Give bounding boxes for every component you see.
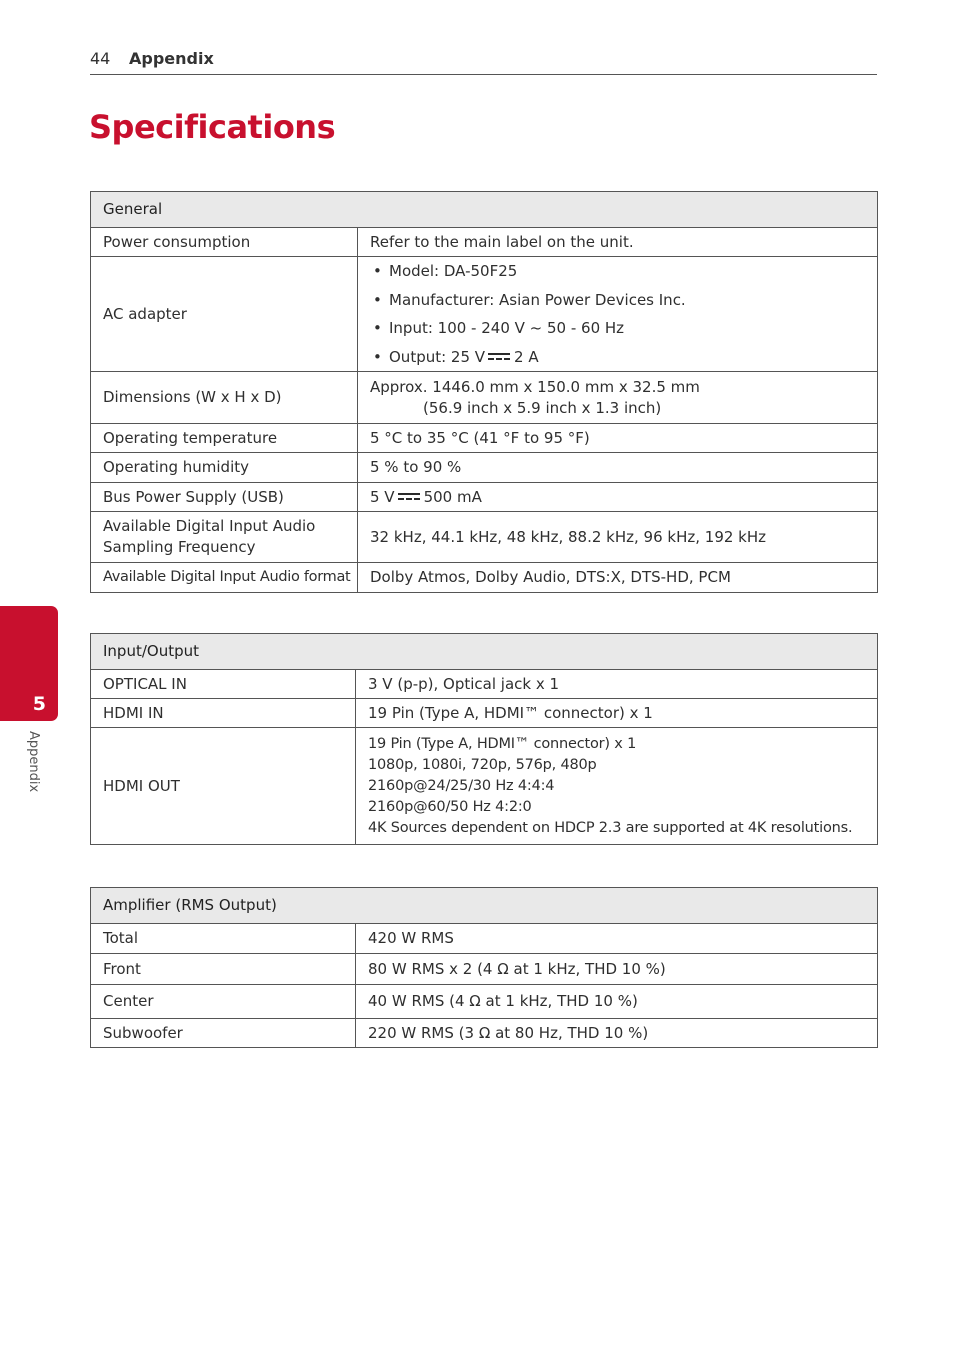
page-number: 44 (90, 49, 111, 68)
value-suffix: at 1 kHz, THD 10 %) (513, 959, 666, 978)
table-heading: General (91, 192, 878, 228)
spec-label: Front (91, 954, 356, 985)
spec-label (91, 512, 358, 563)
table-row (91, 670, 878, 699)
dc-symbol-icon (488, 352, 510, 361)
table-heading: Input/Output (91, 634, 878, 670)
spec-value (356, 985, 878, 1019)
spec-label: Available Digital Input Audio format (91, 563, 358, 593)
dimension-line: (56.9 inch x 5.9 inch x 1.3 inch) (423, 398, 662, 417)
io-spec-table (90, 633, 878, 845)
table-row (91, 424, 878, 453)
spec-value: 32 kHz, 44.1 kHz, 48 kHz, 88.2 kHz, 96 kHz, 192 kHz (358, 512, 878, 563)
list-item: • Model: DA-50F25 (370, 257, 865, 286)
page-header (90, 46, 877, 75)
spec-label: Center (91, 985, 356, 1019)
output-suffix: 2 A (514, 347, 539, 366)
table-row (91, 985, 878, 1019)
spec-value: 5 °C to 35 °C (41 °F to 95 °F) (358, 424, 878, 453)
hdmi-out-line: 1080p, 1080i, 720p, 576p, 480p (368, 756, 597, 773)
hdmi-out-line: 4K Sources dependent on HDCP 2.3 are supported at 4K resolutions. (368, 819, 853, 836)
value-suffix: 500 mA (423, 487, 482, 506)
table-row (91, 257, 878, 372)
value-prefix: 80 W RMS x 2 (4 (368, 959, 493, 978)
spec-value (356, 1019, 878, 1048)
table-row (91, 483, 878, 512)
table-row (91, 924, 878, 954)
spec-label: Total (91, 924, 356, 954)
ohm-icon: Ω (469, 992, 481, 1010)
value-prefix: 40 W RMS (4 (368, 992, 465, 1010)
list-item: • Input: 100 - 240 V ~ 50 - 60 Hz (370, 314, 865, 343)
chapter-number: 5 (32, 693, 46, 715)
spec-label: Power consumption (91, 228, 358, 257)
hdmi-out-line: 2160p@24/25/30 Hz 4:4:4 (368, 777, 555, 794)
chapter-label: Appendix (26, 731, 41, 793)
section-name: Appendix (129, 49, 214, 68)
table-row (91, 1019, 878, 1048)
spec-value: 3 V (p-p), Optical jack x 1 (356, 670, 878, 699)
spec-value (356, 954, 878, 985)
table-row (91, 372, 878, 424)
list-item (370, 343, 865, 372)
output-prefix: Output: 25 V (389, 347, 486, 366)
adapter-list (370, 257, 865, 371)
spec-label: Operating temperature (91, 424, 358, 453)
spec-value: 19 Pin (Type A, HDMI™ connector) x 1 (356, 699, 878, 728)
spec-value (358, 483, 878, 512)
table-row (91, 699, 878, 728)
spec-label: HDMI IN (91, 699, 356, 728)
table-row (91, 228, 878, 257)
table-heading: Amplifier (RMS Output) (91, 888, 878, 924)
spec-value: Refer to the main label on the unit. (358, 228, 878, 257)
general-spec-table (90, 191, 878, 593)
spec-label: OPTICAL IN (91, 670, 356, 699)
hdmi-out-line: 19 Pin (Type A, HDMI™ connector) x 1 (368, 735, 637, 752)
label-line: Available Digital Input Audio (103, 517, 316, 535)
spec-label: Subwoofer (91, 1019, 356, 1048)
amplifier-spec-table (90, 887, 878, 1048)
list-item: • Manufacturer: Asian Power Devices Inc. (370, 286, 865, 315)
spec-label: HDMI OUT (91, 728, 356, 845)
page-title: Specifications (89, 108, 336, 146)
spec-label: AC adapter (91, 257, 358, 372)
spec-value: 420 W RMS (356, 924, 878, 954)
value-prefix: 5 V (370, 487, 395, 506)
spec-label: Bus Power Supply (USB) (91, 483, 358, 512)
hdmi-out-line: 2160p@60/50 Hz 4:2:0 (368, 798, 532, 815)
spec-label: Operating humidity (91, 453, 358, 483)
value-suffix: at 80 Hz, THD 10 %) (495, 1023, 649, 1042)
table-row (91, 728, 878, 845)
spec-value: Dolby Atmos, Dolby Audio, DTS:X, DTS-HD, PCM (358, 563, 878, 593)
spec-value (358, 257, 878, 372)
ohm-icon: Ω (497, 959, 509, 978)
spec-value: 5 % to 90 % (358, 453, 878, 483)
table-row (91, 563, 878, 593)
dc-symbol-icon (398, 492, 420, 501)
table-row (91, 954, 878, 985)
spec-value (358, 372, 878, 424)
dimension-line: Approx. 1446.0 mm x 150.0 mm x 32.5 mm (370, 377, 700, 396)
table-row (91, 453, 878, 483)
ohm-icon: Ω (478, 1023, 491, 1042)
chapter-tab (0, 606, 58, 721)
label-line: Sampling Frequency (103, 538, 256, 556)
value-prefix: 220 W RMS (3 (368, 1023, 475, 1042)
table-row (91, 512, 878, 563)
value-suffix: at 1 kHz, THD 10 %) (485, 992, 638, 1010)
spec-value (356, 728, 878, 845)
spec-label: Dimensions (W x H x D) (91, 372, 358, 424)
